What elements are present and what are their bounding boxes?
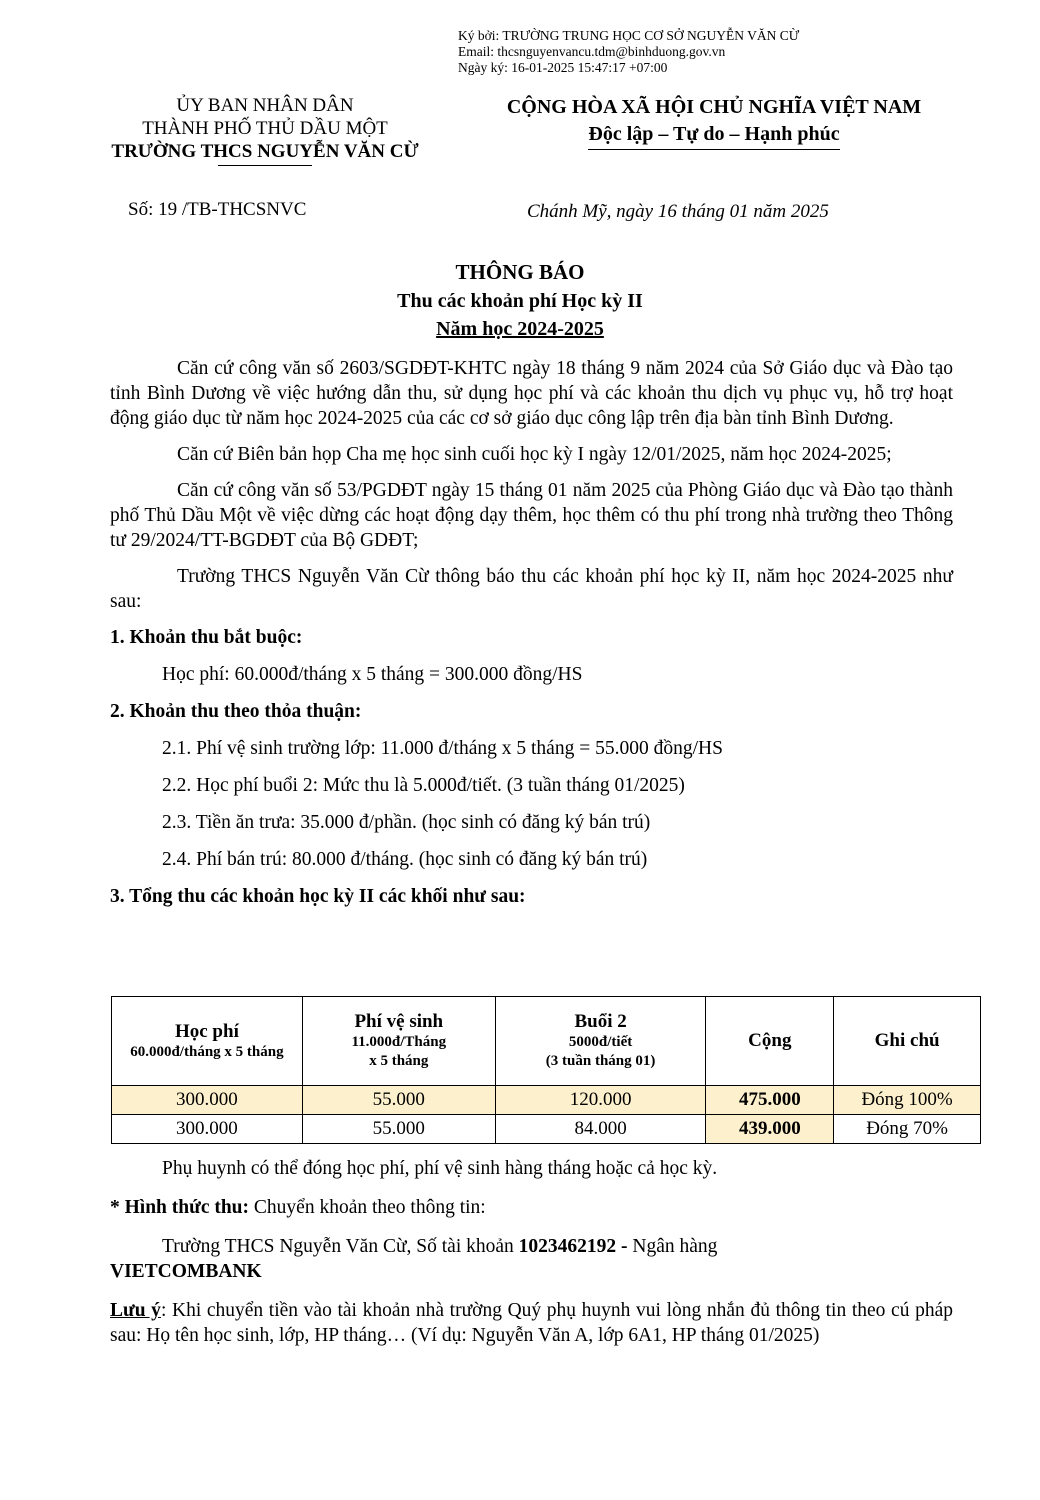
notice-body: [110, 356, 953, 921]
paragraph: Căn cứ công văn số 53/PGDĐT ngày 15 tháng 01 năm 2025 của Phòng Giáo dục và Đào tạo thành phố Thủ Dầu Một về việc dừng các hoạt động dạy thêm, học thêm có thu phí trong nhà trường theo Thông tư 29/2024/TT-BGDĐT của Bộ GDĐT;: [110, 480, 953, 551]
total-cell: 475.000: [706, 1086, 834, 1115]
remark-label: Lưu ý: [110, 1300, 161, 1321]
authority-line-1: ỦY BAN NHÂN DÂN: [176, 95, 354, 116]
place-and-date: Chánh Mỹ, ngày 16 tháng 01 năm 2025: [527, 201, 829, 222]
paragraph: Căn cứ Biên bản họp Cha mẹ học sinh cuối học kỳ I ngày 12/01/2025, năm học 2024-2025;: [177, 444, 892, 465]
remark: [110, 1298, 953, 1348]
document-title: THÔNG BÁO: [455, 260, 585, 284]
column-header: Cộng: [706, 997, 834, 1086]
fee-summary-table: [111, 996, 981, 1144]
table-cell: 300.000: [112, 1086, 303, 1115]
paragraph: Căn cứ công văn số 2603/SGDĐT-KHTC ngày 18 tháng 9 năm 2024 của Sở Giáo dục và Đào tạo tỉnh Bình Dương về việc hướng dẫn thu, sử dụng học phí và các khoản thu dịch vụ phục vụ, hỗ trợ hoạt động giáo dục từ năm học 2024-2025 của các cơ sở giáo dục công lập trên địa bàn tỉnh Bình Dương.: [110, 358, 953, 429]
total-cell: 439.000: [706, 1115, 834, 1144]
table-cell: 120.000: [495, 1086, 706, 1115]
table-cell: 55.000: [302, 1086, 495, 1115]
document-subtitle: Thu các khoản phí Học kỳ II: [397, 290, 643, 312]
header-divider: [218, 165, 312, 166]
section-2-item: 2.3. Tiền ăn trưa: 35.000 đ/phần. (học sinh có đăng ký bán trú): [162, 812, 651, 833]
bank-prefix: Ngân hàng: [627, 1236, 718, 1257]
account-prefix: Trường THCS Nguyễn Văn Cừ, Số tài khoản: [162, 1236, 519, 1257]
table-cell: 84.000: [495, 1115, 706, 1144]
paragraph: Trường THCS Nguyễn Văn Cừ thông báo thu các khoản phí học kỳ II, năm học 2024-2025 như sau:: [110, 566, 953, 612]
remark-text: : Khi chuyển tiền vào tài khoản nhà trường Quý phụ huynh vui lòng nhắn đủ thông tin theo cú pháp sau: Họ tên học sinh, lớp, HP tháng… (Ví dụ: Nguyễn Văn A, lớp 6A1, HP tháng 01/2025): [110, 1300, 953, 1346]
table-cell: 55.000: [302, 1115, 495, 1144]
account-number: 1023462192 -: [518, 1236, 628, 1257]
signature-date: Ngày ký: 16-01-2025 15:47:17 +07:00: [458, 60, 668, 75]
national-motto: Độc lập – Tự do – Hạnh phúc: [588, 121, 839, 150]
column-header: Ghi chú: [834, 997, 981, 1086]
table-cell: Đóng 70%: [834, 1115, 981, 1144]
nation-name: CỘNG HÒA XÃ HỘI CHỦ NGHĨA VIỆT NAM: [506, 96, 922, 118]
signed-by: Ký bởi: TRƯỜNG TRUNG HỌC CƠ SỞ NGUYỄN VĂN CỪ: [458, 28, 800, 43]
digital-signature-block: [458, 28, 799, 76]
bank-name: VIETCOMBANK: [110, 1261, 262, 1282]
issuing-authority: [75, 94, 455, 166]
table-header-row: [112, 997, 981, 1086]
payment-method: [110, 1195, 953, 1220]
table-row: [112, 1086, 981, 1115]
column-header: Buổi 2 5000đ/tiết (3 tuần tháng 01): [495, 997, 706, 1086]
payment-method-label: * Hình thức thu:: [110, 1197, 250, 1218]
payment-frequency-note: Phụ huynh có thể đóng học phí, phí vệ sinh hàng tháng hoặc cả học kỳ.: [162, 1158, 718, 1179]
section-2-item: 2.2. Học phí buổi 2: Mức thu là 5.000đ/tiết. (3 tuần tháng 01/2025): [162, 775, 685, 796]
authority-line-2: THÀNH PHỐ THỦ DẦU MỘT: [142, 118, 388, 139]
column-header: Học phí 60.000đ/tháng x 5 tháng: [112, 997, 303, 1086]
table-cell: 300.000: [112, 1115, 303, 1144]
payment-method-text: Chuyển khoản theo thông tin:: [249, 1197, 486, 1218]
bank-account-line: [110, 1234, 953, 1259]
national-header: [470, 94, 958, 150]
document-number: Số: 19 /TB-THCSNVC: [128, 199, 307, 220]
section-2-heading: 2. Khoản thu theo thỏa thuận:: [110, 701, 362, 722]
section-2-item: 2.1. Phí vệ sinh trường lớp: 11.000 đ/tháng x 5 tháng = 55.000 đồng/HS: [162, 738, 723, 759]
section-1-heading: 1. Khoản thu bắt buộc:: [110, 627, 303, 648]
school-year: Năm học 2024-2025: [436, 318, 604, 340]
section-2-item: 2.4. Phí bán trú: 80.000 đ/tháng. (học sinh có đăng ký bán trú): [162, 849, 648, 870]
payment-section: [110, 1156, 953, 1348]
signature-email: Email: thcsnguyenvancu.tdm@binhduong.gov.vn: [458, 44, 726, 59]
table-row: [112, 1115, 981, 1144]
school-name: TRƯỜNG THCS NGUYỄN VĂN CỪ: [111, 141, 419, 162]
table-cell: Đóng 100%: [834, 1086, 981, 1115]
section-3-heading: 3. Tổng thu các khoản học kỳ II các khối như sau:: [110, 886, 526, 907]
column-header: Phí vệ sinh 11.000đ/Tháng x 5 tháng: [302, 997, 495, 1086]
section-1-item: Học phí: 60.000đ/tháng x 5 tháng = 300.000 đồng/HS: [162, 664, 583, 685]
